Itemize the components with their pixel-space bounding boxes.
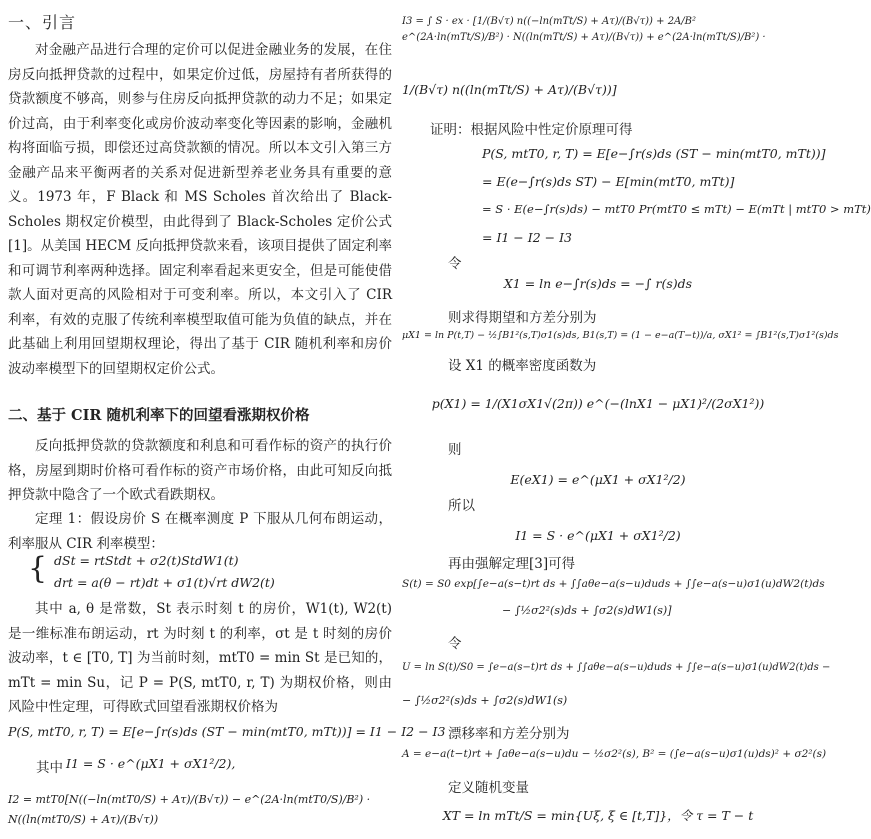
- proof-intro: 证明：根据风险中性定价原理可得: [430, 122, 633, 138]
- equation-dS: dSt = rtStdt + σ2(t)StdW1(t): [54, 553, 239, 568]
- equation-dr: drt = a(θ − rt)dt + σ1(t)√rt dW2(t): [54, 575, 275, 590]
- equation-proof-1: P(S, mtT0, r, T) = E[e−∫r(s)ds (ST − min(mtT0, mTt))]: [482, 146, 826, 161]
- let-label-2: 令: [448, 636, 462, 652]
- system-brace: {: [28, 551, 48, 586]
- loan-option-paragraph: 反向抵押贷款的贷款额度和利息和可看作标的资产的执行价格，房屋到期时价格可看作标的资产市场价格，由此可知反向抵押贷款中隐含了一个欧式看跌期权。: [8, 438, 392, 503]
- equation-U-1: U = ln S(t)/S0 = ∫e−a(s−t)rt ds + ∫∫aθe−a(s−u)duds + ∫∫e−a(s−u)σ1(u)dW2(t)ds −: [402, 662, 831, 673]
- theorem-statement: 定理 1：假设房价 S 在概率测度 P 下服从几何布朗运动，利率服从 CIR 利率模型：: [8, 511, 392, 552]
- equation-I3-cont: 1/(B√τ) n((ln(mTt/S) + Aτ)/(B√τ))]: [402, 82, 617, 97]
- drift-variance-text: 漂移率和方差分别为: [448, 726, 570, 742]
- section-heading-cir: 二、基于 CIR 随机利率下的回望看涨期权价格: [8, 407, 310, 424]
- equation-XT: XT = ln mTt/S = min{Uξ, ξ ∈ [t,T]}，令 τ = T − t: [442, 808, 754, 823]
- equation-U-2: − ∫½σ2²(s)ds + ∫σ2(s)dW1(s): [402, 694, 568, 707]
- right-column: [402, 0, 871, 839]
- equation-I1-result: I1 = S · e^(μX1 + σX1²/2): [515, 528, 681, 543]
- equation-A-B: A = e−a(t−t)rt + ∫aθe−a(s−u)du − ½σ2²(s), B² = (∫e−a(s−u)σ1(u)ds)² + σ2²(s): [402, 748, 827, 760]
- moments-text: 则求得期望和方差分别为: [448, 310, 597, 326]
- equation-proof-2: = E(e−∫r(s)ds ST) − E[min(mtT0, mTt)]: [482, 174, 735, 189]
- equation-proof-4: = I1 − I2 − I3: [482, 230, 572, 245]
- equation-X1: X1 = ln e−∫r(s)ds = −∫ r(s)ds: [503, 276, 693, 291]
- equation-I2: I2 = mtT0[N((−ln(mtT0/S) + Aτ)/(B√τ)) − e^(2A·ln(mtT0/S)/B²) · N((ln(mtT0/S) + Aτ)/(B√τ)): [8, 793, 371, 826]
- equation-S-t-2: − ∫½σ2²(s)ds + ∫σ2(s)dW1(s)]: [502, 604, 672, 617]
- intro-paragraph: 对金融产品进行合理的定价可以促进金融业务的发展，在住房反向抵押贷款的过程中，如果定价过低，房屋持有者所获得的贷款额度不够高，则参与住房反向抵押贷款的动力不足；如果定价过高，由于利率变化或房价波动率变化等因素的影响，金融机构将面临亏损，即偿还过高贷款额的情况。所以本文引入第三方金融产品来平衡两者的关系对促进新型养老业务具有重要的意义。1973 年，F Black 和 MS Scholes 首次给出了 Black-Scholes 期权定价模型，由此得到了 Black-Scholes 定价公式[1]。从美国 HECM 反向抵押贷款来看，该项目提供了固定利率和可调节利率两种选择。固定利率看起来更安全，但是可能使借款人面对更高的风险相对于可变利率。所以，本文引入了 CIR 利率，有效的克服了传统利率模型取值可能为负值的缺点，并在此基础上利用回望期权理论，得出了基于 CIR 随机利率和房价波动率模型下的回望期权定价公式。: [8, 42, 392, 377]
- strong-solution-text: 再由强解定理[3]可得: [448, 556, 576, 572]
- equation-proof-3: = S · E(e−∫r(s)ds) − mtT0 Pr(mtT0 ≤ mTt) − E(mTt | mtT0 > mTt): [482, 202, 871, 216]
- density-text: 设 X1 的概率密度函数为: [448, 358, 597, 374]
- where-label: 其中: [36, 760, 63, 776]
- left-column: [8, 0, 446, 839]
- equation-option-price: P(S, mtT0, r, T) = E[e−∫r(s)ds (ST − min(mtT0, mTt))] = I1 − I2 − I3: [8, 724, 446, 739]
- equation-pdf: p(X1) = 1/(X1σX1√(2π)) e^(−(lnX1 − μX1)²/(2σX1²)): [431, 396, 765, 411]
- equation-S-t-1: S(t) = S0 exp[∫e−a(s−t)rt ds + ∫∫aθe−a(s−u)duds + ∫∫e−a(s−u)σ1(u)dW2(t)ds: [402, 578, 825, 590]
- equation-mu-sigma: μX1 = ln P(t,T) − ½∫B1²(s,T)σ1(s)ds, B1(s,T) = (1 − e−a(T−t))/a, σX1² = ∫B1²(s,T)σ1²(s)ds: [402, 330, 839, 341]
- equation-expectation: E(eX1) = e^(μX1 + σX1²/2): [510, 472, 686, 487]
- equation-I3: I3 = ∫ S · ex · [1/(B√τ) n((−ln(mTt/S) + Aτ)/(B√τ)) + 2A/B² e^(2A·ln(mTt/S)/B²) · N((ln(mTt/S) + Aτ)/(B√τ)) + e^(2A·ln(mTt/S)/B²) ·: [402, 16, 766, 43]
- let-label-1: 令: [448, 256, 462, 272]
- equation-I1: I1 = S · e^(μX1 + σX1²/2),: [66, 756, 236, 771]
- therefore-label: 所以: [448, 498, 475, 514]
- define-variable-text: 定义随机变量: [448, 780, 529, 796]
- section-heading-intro: 一、引言: [8, 13, 77, 32]
- variables-paragraph: 其中 a, θ 是常数，St 表示时刻 t 的房价，W1(t), W2(t) 是一维标准布朗运动，rt 为时刻 t 的利率，σt 是 t 时刻的房价波动率，t ∈ [T0, T] 为当前时刻，mtT0 = min St 是已知的，mTt = min Su，记 P = P(S, mtT0, r, T) 为期权价格，则由风险中性定理，可得欧式回望看涨期权价格为: [8, 601, 392, 715]
- then-label: 则: [448, 442, 462, 458]
